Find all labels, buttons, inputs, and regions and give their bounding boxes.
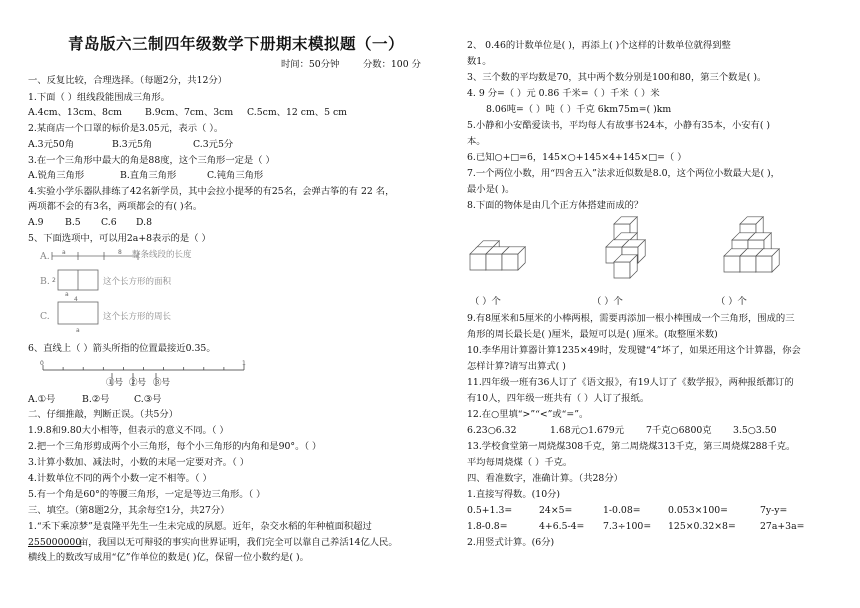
fill-10-line1: 10.李华用计算器计算1235×49时，发现键“4”坏了，如果还用这个计算器，你会 <box>467 345 801 356</box>
fill-8-answer-2: （ ）个 <box>592 296 623 307</box>
calc-r2-c4: 125×0.32×8= <box>668 521 736 532</box>
fill-4-line2: 8.06吨=（ ）吨（ ）千克 6km75m=( )km <box>486 104 672 115</box>
q4-option-a: A.9 <box>28 217 44 228</box>
fill-6: 6.已知○+□=6，145×○+145×4+145×□=（ ） <box>467 152 687 163</box>
question-3: 3.在一个三角形中最大的角是88度，这个三角形一定是（ ） <box>28 155 275 166</box>
judge-1: 1.9.8和9.80大小相等，但表示的意义不同。（ ） <box>28 425 229 436</box>
section-1-heading: 一、反复比较，合理选择。（每题2分，共12分） <box>28 75 228 86</box>
q3-option-b: B.直角三角形 <box>120 170 177 181</box>
q6-mark-2: ②号 <box>129 378 147 388</box>
fill-3: 3、三个数的平均数是70，其中两个数分别是100和80，第三个数是( )。 <box>467 72 767 83</box>
fill-7-line2: 最小是( )。 <box>467 184 515 195</box>
section-3-heading: 三、填空。（第8题2分，其余每空1分，共27分） <box>28 505 230 516</box>
q5-option-a-letter: A. <box>40 251 50 262</box>
fill-9-line1: 9.有8厘米和5厘米的小棒两根，需要再添加一根小棒围成一个三角形，围成的三 <box>467 313 795 324</box>
cube-face <box>724 256 740 272</box>
fill-1-number: 255000000 <box>28 537 82 548</box>
q1-option-b: B.9cm、7cm、3cm <box>145 107 234 118</box>
judge-2: 2.把一个三角形剪成两个小三角形，每个小三角形的内角和是90°。（ ） <box>28 441 322 452</box>
cube-face <box>614 262 630 278</box>
calc-r2-c2: 4+6.5-4= <box>539 521 585 532</box>
fill-11-line1: 11.四年级一班有36人订了《语文报》，有19人订了《数学报》，两种报纸都订的 <box>467 377 794 388</box>
q6-mark-3: ③号 <box>153 378 171 388</box>
fill-8-answer-3: （ ）个 <box>716 296 747 307</box>
fill-4-line1: 4. 9 分=（ ）元 0.86 千米=（ ）千米（ ）米 <box>467 88 660 99</box>
fig-c-var: a <box>76 327 80 334</box>
calc-r1-c1: 0.5+1.3= <box>467 505 513 516</box>
fill-1-line2: 亩，我国以无可辩驳的事实向世界证明，我们完全可以靠自己养活14亿人民。 <box>79 537 398 548</box>
calc-r1-c4: 0.053×100= <box>668 505 728 516</box>
q5-option-b-letter: B. <box>40 276 50 287</box>
q6-option-c: C.③号 <box>134 394 162 405</box>
fill-8-answer-1: （ ）个 <box>470 296 501 307</box>
fig-a-var: a <box>62 249 66 256</box>
question-2: 2.某商店一个口罩的标价是3.05元，表示（ ）。 <box>28 123 224 134</box>
fill-1-line3: 横线上的数改写成用“亿”作单位的数是( )亿，保留一位小数约是( )。 <box>28 552 309 563</box>
fill-11-line2: 有10人，四年级一班共有（ ）人订了报纸。 <box>467 393 650 404</box>
fill-13-line1: 13.学校食堂第一周烧煤308千克，第二周烧煤313千克，第三周烧煤288千克。 <box>467 441 796 452</box>
cube-face <box>756 256 772 272</box>
fig-b-num: 2 <box>52 277 56 284</box>
q4-option-b: B.5 <box>65 217 81 228</box>
q5-figure-a <box>50 248 145 266</box>
q5-option-b-label: 这个长方形的面积 <box>103 277 172 287</box>
exam-score: 分数：100 分 <box>363 59 421 70</box>
q1-option-c: C.5cm、12 cm、5 cm <box>247 107 347 118</box>
fill-7-line1: 7.一个两位小数，用“四舍五入”法求近似数是8.0，这个两位小数最大是( )， <box>467 168 780 179</box>
fig-a-num: 8 <box>118 249 122 256</box>
cube-face <box>740 256 756 272</box>
q3-option-c: C.钝角三角形 <box>207 170 264 181</box>
calc-r1-c3: 1-0.08= <box>603 505 641 516</box>
fig-b-var: a <box>65 291 69 298</box>
calc-r1-c5: 7y-y= <box>760 505 788 516</box>
compare-item-1: 6.23○6.32 <box>467 425 517 436</box>
question-4-line2: 两项都不会的有3名，两项都会的有( )名。 <box>28 201 203 212</box>
q6-mark-1: ①号 <box>106 378 124 388</box>
fill-5-line2: 本。 <box>467 136 486 147</box>
q4-option-d: D.8 <box>136 217 152 228</box>
fig-c-num: 4 <box>74 296 78 303</box>
fill-10-line2: 怎样计算?请写出算式( ) <box>467 361 566 372</box>
q6-option-b: B.②号 <box>82 394 110 405</box>
calc-1-heading: 1.直接写得数。(10分) <box>467 489 561 500</box>
q5-figure-b <box>50 268 110 298</box>
calc-r1-c2: 24×5= <box>539 505 573 516</box>
q2-option-a: A.3元50角 <box>28 139 75 150</box>
fill-9-line2: 角形的周长最长是( )厘米，最短可以是( )厘米。(取整厘米数) <box>467 329 718 340</box>
page-title: 青岛版六三制四年级数学下册期末模拟题（一） <box>68 34 405 53</box>
cube-face <box>486 254 502 270</box>
fill-8: 8.下面的物体是由几个正方体搭建而成的？ <box>467 200 644 211</box>
line-zero: 0 <box>40 360 44 367</box>
q5-figure-c <box>50 298 110 334</box>
compare-item-4: 3.5○3.50 <box>733 425 777 436</box>
q1-option-a: A.4cm、13cm、8cm <box>28 107 122 118</box>
judge-5: 5.有一个角是60°的等腰三角形，一定是等边三角形。（ ） <box>28 489 266 500</box>
fill-2-line2: 数1。 <box>467 56 492 67</box>
q3-option-a: A.锐角三角形 <box>28 170 85 181</box>
cube-figure-3 <box>718 214 793 288</box>
calc-2-heading: 2.用竖式计算。(6分) <box>467 537 555 548</box>
question-6: 6、直线上（ ）箭头所指的位置最接近0.35。 <box>28 343 216 354</box>
fill-2-line1: 2、 0.46的计数单位是( )，再添上( )个这样的计数单位就得到整 <box>467 40 731 51</box>
q2-option-c: C.3元5分 <box>193 139 234 150</box>
exam-time: 时间：50分钟 <box>281 59 340 70</box>
q2-option-b: B.3元5角 <box>112 139 153 150</box>
line-one: 1 <box>242 360 246 367</box>
calc-r2-c3: 7.3÷100= <box>603 521 652 532</box>
judge-4: 4.计数单位不同的两个小数一定不相等。（ ） <box>28 473 212 484</box>
section-4-heading: 四、看准数字，准确计算。（共28分） <box>467 473 623 484</box>
compare-item-3: 7千克○6800克 <box>646 425 712 436</box>
section-2-heading: 二、仔细推敲，判断正误。（共5分） <box>28 409 179 420</box>
q4-option-c: C.6 <box>101 217 117 228</box>
calc-r2-c5: 27a+3a= <box>760 521 805 532</box>
q5-option-a-label: 整条线段的长度 <box>132 250 192 260</box>
q6-option-a: A.①号 <box>28 394 56 405</box>
cube-figure-1 <box>468 228 538 288</box>
cube-face <box>502 254 518 270</box>
calc-r2-c1: 1.8-0.8= <box>467 521 508 532</box>
compare-item-2: 1.68元○1.679元 <box>550 425 625 436</box>
fill-5-line1: 5.小静和小安酷爱读书，平均每人有故事书24本，小静有35本，小安有( ) <box>467 120 771 131</box>
cube-figure-2 <box>596 214 656 288</box>
cube-face <box>470 254 486 270</box>
fill-13-line2: 平均每周烧煤（ ）千克。 <box>467 457 573 468</box>
question-5: 5、下面选项中，可以用2a+8表示的是（ ） <box>28 233 211 244</box>
judge-3: 3.计算小数加、减法时，小数的末尾一定要对齐。（ ） <box>28 457 250 468</box>
fill-1-line1: 1.“禾下乘凉梦”是袁隆平先生一生未完成的夙愿。近年，杂交水稻的年种植面积超过 <box>28 521 372 532</box>
q5-option-c-label: 这个长方形的周长 <box>103 312 172 322</box>
fill-12: 12.在○里填“>”“<”或“=”。 <box>467 409 589 420</box>
question-1: 1.下面（ ）组线段能围成三角形。 <box>28 92 170 103</box>
q5-option-c-letter: C. <box>40 311 50 322</box>
question-4-line1: 4.实验小学乐器队排练了42名新学员，其中会拉小提琴的有25名，会弹古筝的有 22 名， <box>28 186 395 197</box>
